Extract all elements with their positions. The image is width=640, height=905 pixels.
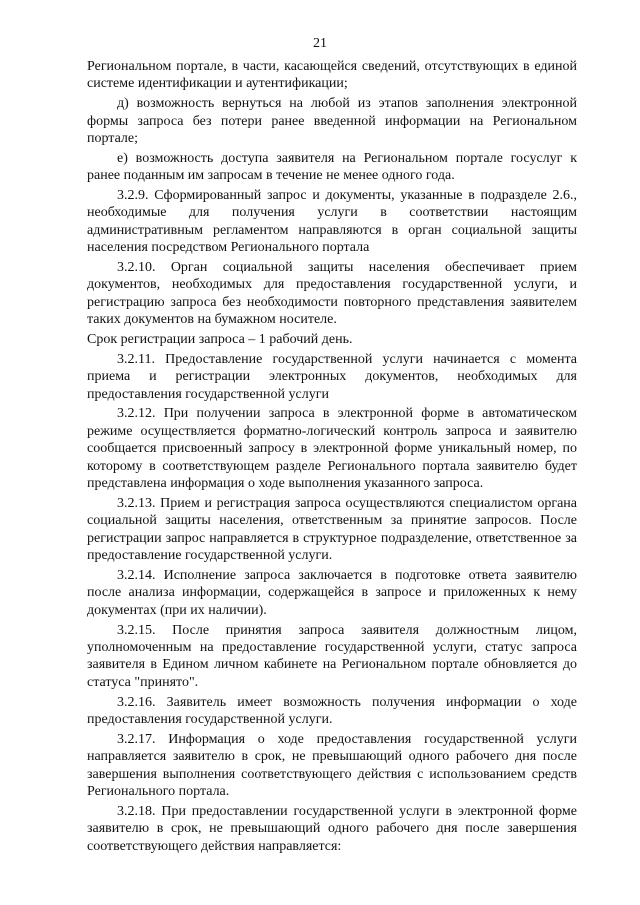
paragraph-item-e: е) возможность доступа заявителя на Региональном портале госуслуг к ранее поданным им запросам в течение не менее одного года. (87, 150, 577, 184)
paragraph-3-2-9: 3.2.9. Сформированный запрос и документы, указанные в подразделе 2.6., необходимые для получения услуги в соответствии настоящим административным регламентом направляются в орган социальной защиты населения посредством Регионального портала (87, 188, 577, 256)
document-body (87, 58, 577, 857)
paragraph-3-2-10: 3.2.10. Орган социальной защиты населения обеспечивает прием документов, необходимых для предоставления государственной услуги, и регистрацию запроса без необходимости повторного представления заявителем таких документов на бумажном носителе. (87, 260, 577, 328)
paragraph-registration-term: Срок регистрации запроса – 1 рабочий день. (87, 332, 353, 348)
page-number: 21 (313, 36, 327, 51)
paragraph-3-2-17: 3.2.17. Информация о ходе предоставления государственной услуги направляется заявителю в срок, не превышающий одного рабочего дня после завершения выполнения соответствующего действия с использованием средств Регионального портала. (87, 731, 577, 799)
paragraph-3-2-14: 3.2.14. Исполнение запроса заключается в подготовке ответа заявителю после анализа информации, содержащейся в запросе и приложенных к нему документах (при их наличии). (87, 567, 577, 618)
paragraph-3-2-13: 3.2.13. Прием и регистрация запроса осуществляются специалистом органа социальной защиты населения, ответственным за принятие запросов. После регистрации запрос направляется в структурное подразделение, ответственное за предоставление государственной услуги. (87, 495, 577, 564)
paragraph-item-d: д) возможность вернуться на любой из этапов заполнения электронной формы запроса без потери ранее введенной информации на Региональном портале; (87, 96, 577, 147)
paragraph-3-2-12: 3.2.12. При получении запроса в электронной форме в автоматическом режиме осуществляется форматно-логический контроль запроса и заявителю сообщается присвоенный запросу в электронной форме уникальный номер, по которому в соответствующем разделе Регионального портала заявителю будет представлена информация о ходе выполнения указанного запроса. (87, 406, 577, 492)
paragraph-continuation: Региональном портале, в части, касающейся сведений, отсутствующих в единой системе идентификации и аутентификации; (87, 59, 577, 92)
paragraph-3-2-15: 3.2.15. После принятия запроса заявителя должностным лицом, уполномоченным на предоставление государственной услуги, статус запроса заявителя в Едином личном кабинете на Региональном портале обновляется до статуса "принято". (87, 622, 577, 690)
paragraph-3-2-11: 3.2.11. Предоставление государственной услуги начинается с момента приема и регистрации электронных документов, необходимых для предоставления государственной услуги (87, 351, 577, 402)
paragraph-3-2-18: 3.2.18. При предоставлении государственной услуги в электронной форме заявителю в срок, не превышающий одного рабочего дня после завершения соответствующего действия направляется: (87, 803, 577, 854)
paragraph-3-2-16: 3.2.16. Заявитель имеет возможность получения информации о ходе предоставления государственной услуги. (87, 694, 577, 727)
